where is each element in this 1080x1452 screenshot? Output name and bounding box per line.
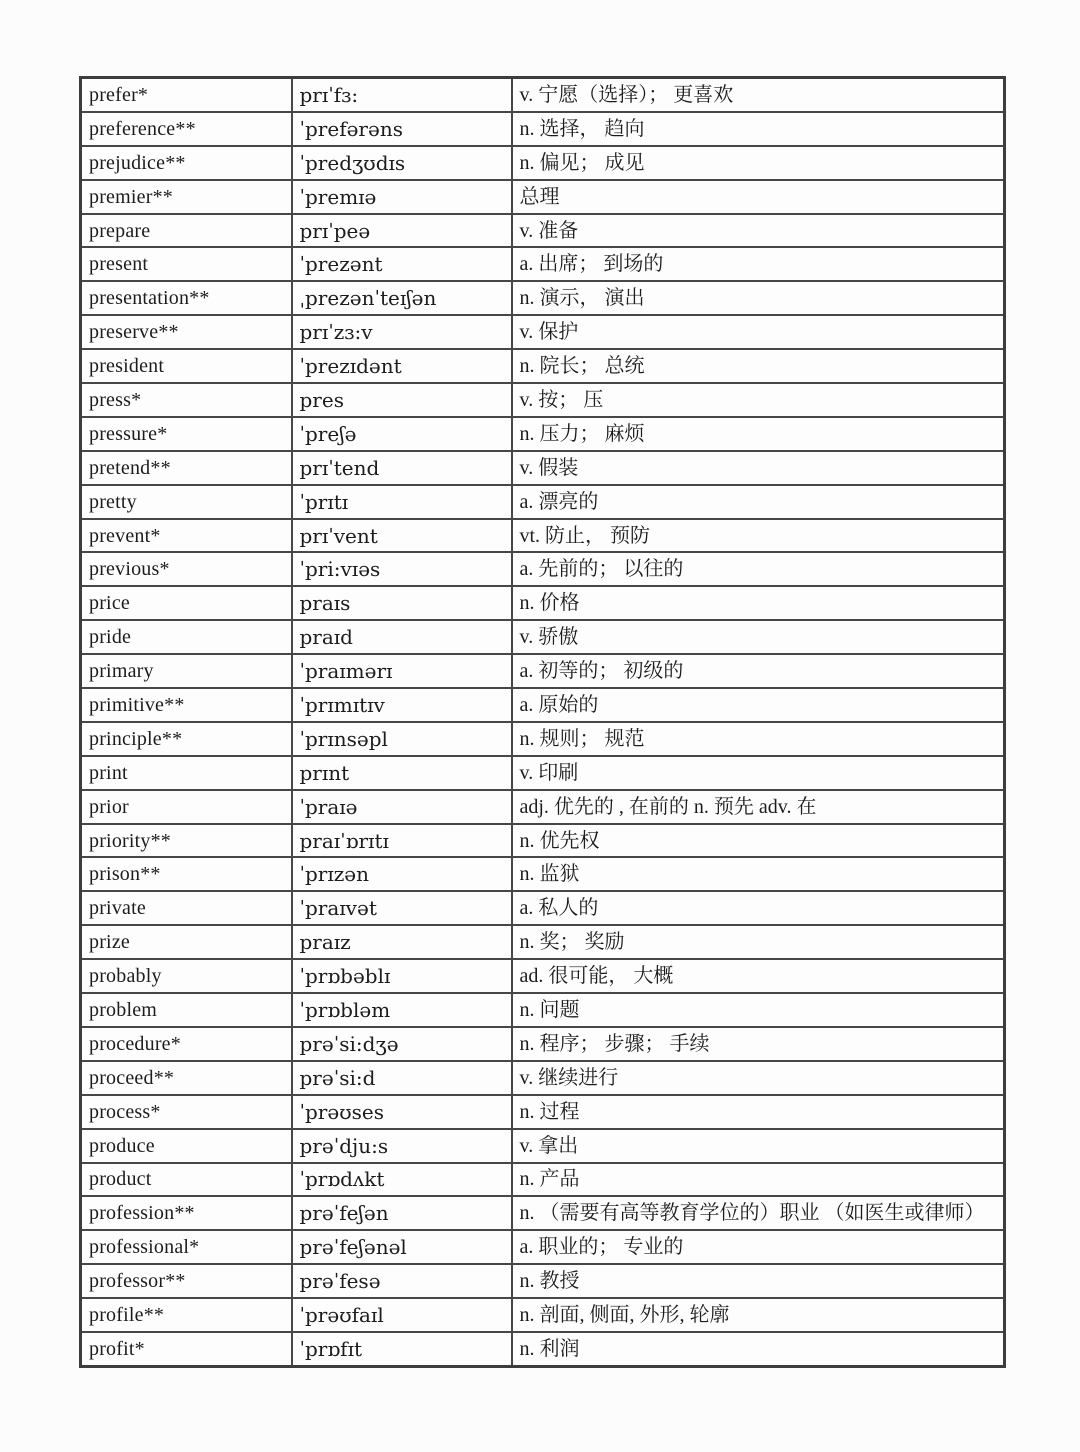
table-row <box>81 78 1005 112</box>
word-cell: proceed** <box>81 1061 292 1095</box>
meaning-cell: n. 偏见； 成见 <box>512 146 1005 180</box>
table-row <box>81 925 1005 959</box>
meaning-cell: a. 私人的 <box>512 891 1005 925</box>
meaning-cell: v. 拿出 <box>512 1129 1005 1163</box>
meaning-cell: n. 价格 <box>512 586 1005 620</box>
meaning-cell: vt. 防止， 预防 <box>512 519 1005 553</box>
word-cell: professor** <box>81 1264 292 1298</box>
ipa-cell: prɪˈvent <box>292 519 512 553</box>
word-cell: presentation** <box>81 281 292 315</box>
vocab-table <box>79 76 1006 1368</box>
ipa-cell: ˈprɒfɪt <box>292 1332 512 1366</box>
word-cell: problem <box>81 993 292 1027</box>
ipa-cell: prəˈfeʃən <box>292 1196 512 1230</box>
meaning-cell: v. 继续进行 <box>512 1061 1005 1095</box>
word-cell: preserve** <box>81 315 292 349</box>
meaning-cell: n. 选择， 趋向 <box>512 112 1005 146</box>
table-row <box>81 891 1005 925</box>
word-cell: private <box>81 891 292 925</box>
ipa-cell: ˈpraɪmərɪ <box>292 654 512 688</box>
table-row <box>81 485 1005 519</box>
table-row <box>81 180 1005 214</box>
meaning-cell: a. 原始的 <box>512 688 1005 722</box>
word-cell: prevent* <box>81 519 292 553</box>
ipa-cell: ˈprezɪdənt <box>292 349 512 383</box>
ipa-cell: prɪˈtend <box>292 451 512 485</box>
table-row <box>81 1027 1005 1061</box>
word-cell: product <box>81 1163 292 1197</box>
ipa-cell: ˈprɒdʌkt <box>292 1163 512 1197</box>
table-row <box>81 1196 1005 1230</box>
table-row <box>81 1332 1005 1366</box>
meaning-cell: n. 优先权 <box>512 824 1005 858</box>
ipa-cell: ˈprezənt <box>292 247 512 281</box>
table-row <box>81 790 1005 824</box>
ipa-cell: ˈprəʊses <box>292 1095 512 1129</box>
table-row <box>81 857 1005 891</box>
word-cell: professional* <box>81 1230 292 1264</box>
ipa-cell: ˈprɪnsəpl <box>292 722 512 756</box>
word-cell: premier** <box>81 180 292 214</box>
word-cell: procedure* <box>81 1027 292 1061</box>
ipa-cell: prəˈfeʃənəl <box>292 1230 512 1264</box>
table-row <box>81 654 1005 688</box>
word-cell: profit* <box>81 1332 292 1366</box>
meaning-cell: adj. 优先的 , 在前的 n. 预先 adv. 在 <box>512 790 1005 824</box>
meaning-cell: n. 问题 <box>512 993 1005 1027</box>
word-cell: prepare <box>81 214 292 248</box>
meaning-cell: n. 奖； 奖励 <box>512 925 1005 959</box>
word-cell: produce <box>81 1129 292 1163</box>
table-row <box>81 993 1005 1027</box>
meaning-cell: n. 院长； 总统 <box>512 349 1005 383</box>
ipa-cell: ˈpredʒʊdɪs <box>292 146 512 180</box>
table-row <box>81 112 1005 146</box>
meaning-cell: a. 职业的； 专业的 <box>512 1230 1005 1264</box>
vocab-table-body <box>81 78 1005 1367</box>
word-cell: principle** <box>81 722 292 756</box>
meaning-cell: n. 压力； 麻烦 <box>512 417 1005 451</box>
table-row <box>81 688 1005 722</box>
word-cell: prefer* <box>81 78 292 112</box>
ipa-cell: praɪs <box>292 586 512 620</box>
word-cell: print <box>81 756 292 790</box>
table-row <box>81 315 1005 349</box>
table-row <box>81 756 1005 790</box>
meaning-cell: v. 宁愿（选择）； 更喜欢 <box>512 78 1005 112</box>
ipa-cell: ˈpraɪə <box>292 790 512 824</box>
ipa-cell: ˈpremɪə <box>292 180 512 214</box>
ipa-cell: prəˈsi:dʒə <box>292 1027 512 1061</box>
table-row <box>81 1129 1005 1163</box>
table-row <box>81 451 1005 485</box>
table-row <box>81 146 1005 180</box>
table-row <box>81 1095 1005 1129</box>
meaning-cell: n. 程序； 步骤； 手续 <box>512 1027 1005 1061</box>
table-row <box>81 1264 1005 1298</box>
word-cell: prize <box>81 925 292 959</box>
word-cell: probably <box>81 959 292 993</box>
word-cell: pretty <box>81 485 292 519</box>
meaning-cell: n. 产品 <box>512 1163 1005 1197</box>
meaning-cell: v. 骄傲 <box>512 620 1005 654</box>
ipa-cell: prəˈsi:d <box>292 1061 512 1095</box>
word-cell: process* <box>81 1095 292 1129</box>
word-cell: present <box>81 247 292 281</box>
ipa-cell: pres <box>292 383 512 417</box>
ipa-cell: ˈprɒbləm <box>292 993 512 1027</box>
table-row <box>81 383 1005 417</box>
meaning-cell: v. 按； 压 <box>512 383 1005 417</box>
word-cell: pride <box>81 620 292 654</box>
ipa-cell: ˈpreʃə <box>292 417 512 451</box>
table-row <box>81 519 1005 553</box>
ipa-cell: ˈprɒbəblɪ <box>292 959 512 993</box>
meaning-cell: n. （需要有高等教育学位的）职业 （如医生或律师） <box>512 1196 1005 1230</box>
word-cell: prison** <box>81 857 292 891</box>
word-cell: priority** <box>81 824 292 858</box>
ipa-cell: ˈprɪtɪ <box>292 485 512 519</box>
meaning-cell: a. 出席； 到场的 <box>512 247 1005 281</box>
meaning-cell: v. 准备 <box>512 214 1005 248</box>
ipa-cell: ˈpri:vɪəs <box>292 552 512 586</box>
ipa-cell: prɪˈzɜ:v <box>292 315 512 349</box>
table-row <box>81 620 1005 654</box>
table-row <box>81 1298 1005 1332</box>
ipa-cell: ˈprəʊfaɪl <box>292 1298 512 1332</box>
ipa-cell: ˌprezənˈteɪʃən <box>292 281 512 315</box>
meaning-cell: v. 印刷 <box>512 756 1005 790</box>
ipa-cell: praɪz <box>292 925 512 959</box>
table-row <box>81 824 1005 858</box>
word-cell: president <box>81 349 292 383</box>
table-row <box>81 214 1005 248</box>
ipa-cell: prɪˈfɜ: <box>292 78 512 112</box>
table-row <box>81 1163 1005 1197</box>
word-cell: prejudice** <box>81 146 292 180</box>
ipa-cell: ˈpraɪvət <box>292 891 512 925</box>
meaning-cell: v. 保护 <box>512 315 1005 349</box>
meaning-cell: ad. 很可能， 大概 <box>512 959 1005 993</box>
table-row <box>81 552 1005 586</box>
meaning-cell: a. 漂亮的 <box>512 485 1005 519</box>
ipa-cell: prəˈdju:s <box>292 1129 512 1163</box>
meaning-cell: n. 剖面, 侧面, 外形, 轮廓 <box>512 1298 1005 1332</box>
table-row <box>81 417 1005 451</box>
word-cell: profession** <box>81 1196 292 1230</box>
word-cell: pretend** <box>81 451 292 485</box>
meaning-cell: n. 规则； 规范 <box>512 722 1005 756</box>
ipa-cell: ˈprefərəns <box>292 112 512 146</box>
meaning-cell: n. 过程 <box>512 1095 1005 1129</box>
meaning-cell: n. 监狱 <box>512 857 1005 891</box>
table-row <box>81 586 1005 620</box>
ipa-cell: prɪnt <box>292 756 512 790</box>
word-cell: previous* <box>81 552 292 586</box>
word-cell: primary <box>81 654 292 688</box>
ipa-cell: prəˈfesə <box>292 1264 512 1298</box>
table-row <box>81 1230 1005 1264</box>
word-cell: price <box>81 586 292 620</box>
ipa-cell: praɪˈɒrɪtɪ <box>292 824 512 858</box>
meaning-cell: n. 教授 <box>512 1264 1005 1298</box>
meaning-cell: v. 假装 <box>512 451 1005 485</box>
word-cell: primitive** <box>81 688 292 722</box>
word-cell: preference** <box>81 112 292 146</box>
word-cell: pressure* <box>81 417 292 451</box>
table-row <box>81 349 1005 383</box>
meaning-cell: n. 利润 <box>512 1332 1005 1366</box>
ipa-cell: praɪd <box>292 620 512 654</box>
ipa-cell: ˈprɪzən <box>292 857 512 891</box>
ipa-cell: prɪˈpeə <box>292 214 512 248</box>
word-cell: profile** <box>81 1298 292 1332</box>
table-row <box>81 1061 1005 1095</box>
table-row <box>81 722 1005 756</box>
word-cell: prior <box>81 790 292 824</box>
table-row <box>81 247 1005 281</box>
word-cell: press* <box>81 383 292 417</box>
table-row <box>81 959 1005 993</box>
meaning-cell: n. 演示， 演出 <box>512 281 1005 315</box>
meaning-cell: a. 初等的； 初级的 <box>512 654 1005 688</box>
meaning-cell: a. 先前的； 以往的 <box>512 552 1005 586</box>
ipa-cell: ˈprɪmɪtɪv <box>292 688 512 722</box>
table-row <box>81 281 1005 315</box>
meaning-cell: 总理 <box>512 180 1005 214</box>
